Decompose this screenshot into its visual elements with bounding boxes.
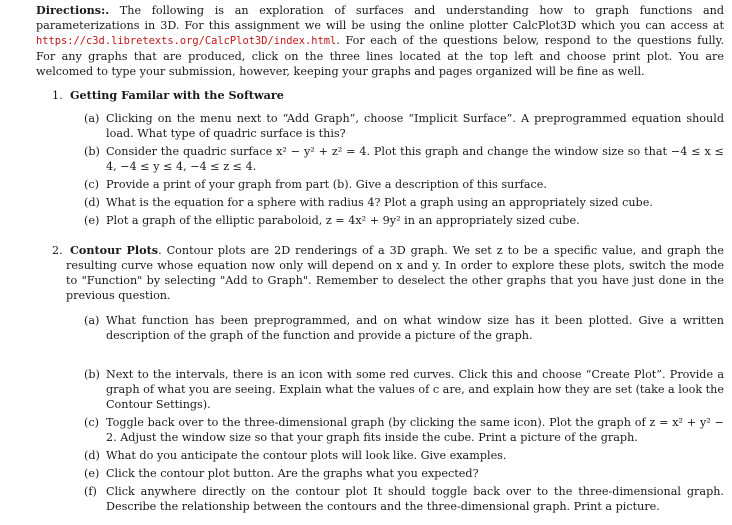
list-item bbox=[84, 313, 724, 343]
item-text: What is the equation for a sphere with radius 4? Plot a graph using an appropriately sized cube. bbox=[106, 196, 653, 209]
list-item bbox=[84, 195, 724, 210]
item-text: What do you anticipate the contour plots will look like. Give examples. bbox=[106, 449, 507, 462]
item-text: Next to the intervals, there is an icon with some red curves. Click this and choose “Create Plot”. Provide a graph of what you are seeing. Explain what the values of c are, and explain how they are set (take a look the Contour Settings). bbox=[106, 368, 724, 411]
list-item bbox=[84, 367, 724, 412]
section-2-items bbox=[84, 313, 724, 514]
directions-paragraph bbox=[36, 3, 724, 79]
item-label: (c) bbox=[84, 178, 99, 191]
item-text: Toggle back over to the three-dimensional graph (by clicking the same icon). Plot the graph of z = x² + y² − 2. Adjust the window size so that your graph fits inside the cube. Print a picture of the graph. bbox=[106, 416, 724, 444]
list-item bbox=[84, 144, 724, 174]
list-item bbox=[84, 177, 724, 192]
section-1-title: Getting Familar with the Software bbox=[70, 88, 284, 102]
list-item bbox=[84, 213, 724, 228]
list-item bbox=[84, 484, 724, 514]
item-label: (a) bbox=[84, 112, 100, 125]
item-label: (c) bbox=[84, 416, 99, 429]
section-2-intro-text: . Contour plots are 2D renderings of a 3D graph. We set z to be a specific value, and graph the resulting curve whose equation now only will depend on x and y. In order to explore these plots, switch the mode to "Function" by selecting "Add to Graph". Remember to deselect the other graphs that you have just done in the previous question. bbox=[66, 244, 724, 302]
calcplot3d-url-link[interactable]: https://c3d.libretexts.org/CalcPlot3D/index.html bbox=[36, 35, 337, 47]
item-text: Click the contour plot button. Are the graphs what you expected? bbox=[106, 467, 479, 480]
list-item bbox=[84, 466, 724, 481]
item-text: Plot a graph of the elliptic paraboloid, z = 4x² + 9y² in an appropriately sized cube. bbox=[106, 214, 580, 227]
section-2-intro bbox=[52, 243, 724, 303]
item-label: (e) bbox=[84, 214, 100, 227]
item-label: (a) bbox=[84, 314, 100, 327]
directions-text-1: The following is an exploration of surfaces and understanding how to graph functions and parameterizations in 3D. For this assignment we will be using the online plotter CalcPlot3D which you can access at bbox=[36, 4, 724, 32]
list-item bbox=[84, 111, 724, 141]
list-item bbox=[84, 415, 724, 445]
section-1 bbox=[36, 88, 724, 228]
section-1-items bbox=[84, 111, 724, 228]
item-text: Consider the quadric surface x² − y² + z² = 4. Plot this graph and change the window size so that −4 ≤ x ≤ 4, −4 ≤ y ≤ 4, −4 ≤ z ≤ 4. bbox=[106, 145, 724, 173]
directions-label: Directions:. bbox=[36, 3, 110, 17]
directions-text-2: . For each of the questions below, respond to the questions fully. For any graphs that are produced, click on the three lines located at the top left and choose print plot. You are welcomed to type your submission, however, keeping your graphs and pages organized will be fine as well. bbox=[36, 34, 724, 78]
section-2-title: Contour Plots bbox=[70, 243, 159, 257]
item-label: (d) bbox=[84, 449, 100, 462]
section-1-heading bbox=[52, 88, 724, 103]
item-label: (e) bbox=[84, 467, 100, 480]
item-label: (d) bbox=[84, 196, 100, 209]
item-text: Click anywhere directly on the contour plot It should toggle back over to the three-dimensional graph. Describe the relationship between the contours and the three-dimensional graph. Print a picture. bbox=[106, 485, 724, 513]
section-2 bbox=[36, 243, 724, 514]
item-label: (b) bbox=[84, 145, 100, 158]
item-text: What function has been preprogrammed, and on what window size has it been plotted. Give a written description of the graph of the function and provide a picture of the graph. bbox=[106, 314, 724, 342]
item-text: Clicking on the menu next to “Add Graph”, choose “Implicit Surface”. A preprogrammed equation should load. What type of quadric surface is this? bbox=[106, 112, 724, 140]
list-item bbox=[84, 448, 724, 463]
item-label: (b) bbox=[84, 368, 100, 381]
section-2-number: 2. bbox=[52, 244, 63, 257]
section-1-number: 1. bbox=[52, 89, 63, 102]
item-label: (f) bbox=[84, 485, 97, 498]
item-text: Provide a print of your graph from part (b). Give a description of this surface. bbox=[106, 178, 547, 191]
